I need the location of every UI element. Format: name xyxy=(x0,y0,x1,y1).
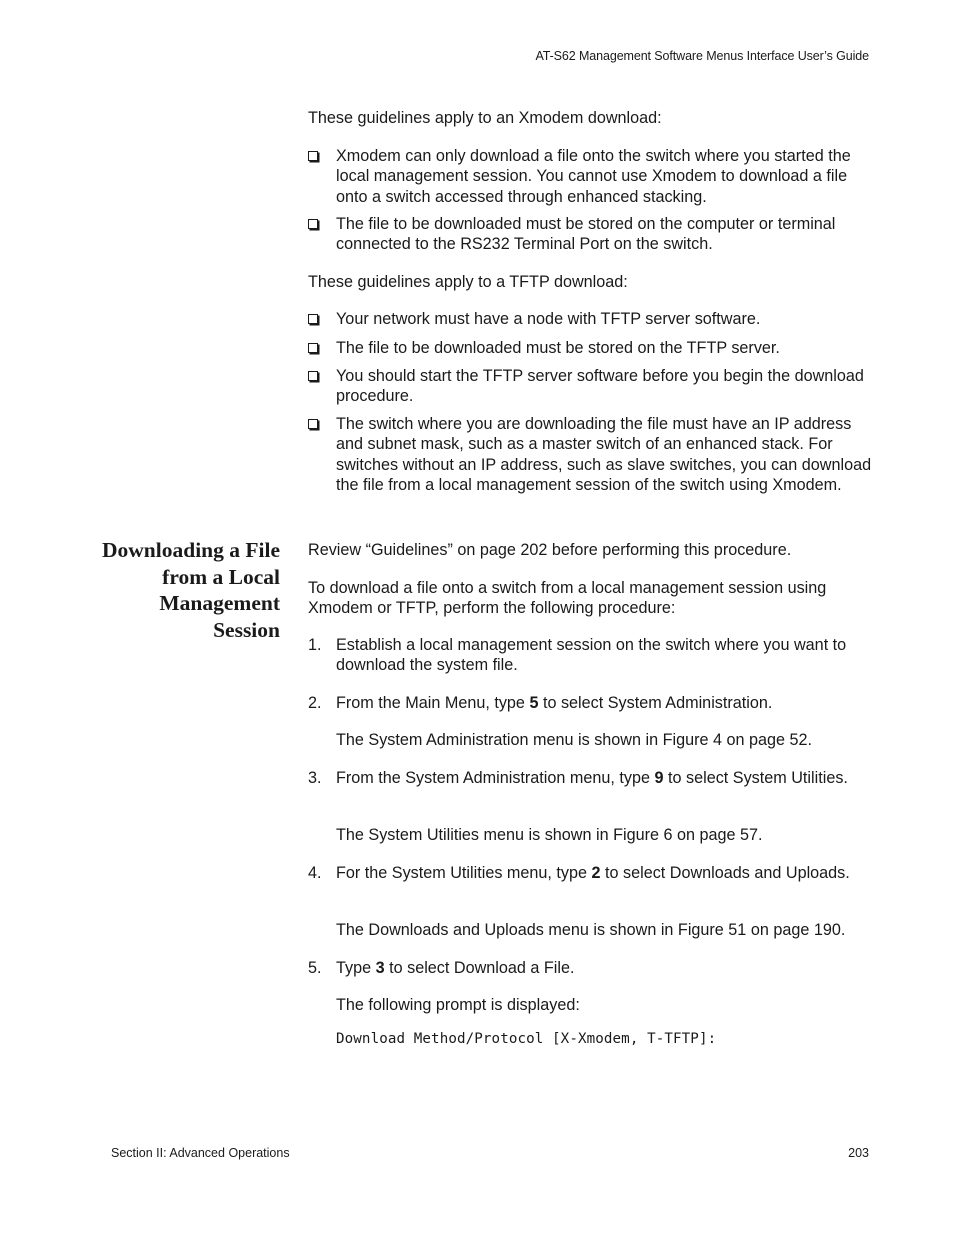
step-text: From the Main Menu, type 5 to select System Administration. xyxy=(336,694,773,712)
checkbox-bullet-icon xyxy=(308,343,318,353)
step-number: 4. xyxy=(308,864,322,882)
step-text: From the System Administration menu, type 9 to select System Utilities. xyxy=(336,769,848,787)
footer-section: Section II: Advanced Operations xyxy=(111,1146,290,1160)
step-note: The System Administration menu is shown in Figure 4 on page 52. xyxy=(336,731,812,749)
prompt-code: Download Method/Protocol [X-Xmodem, T-TFTP]: xyxy=(336,1031,717,1047)
menu-key: 5 xyxy=(529,694,539,712)
checkbox-bullet-icon xyxy=(308,371,318,381)
checkbox-bullet-icon xyxy=(308,419,318,429)
list-item-text: The file to be downloaded must be stored on the TFTP server. xyxy=(336,339,780,357)
step-number: 3. xyxy=(308,769,322,787)
checkbox-bullet-icon xyxy=(308,219,318,229)
step-number: 5. xyxy=(308,959,322,977)
step-text: For the System Utilities menu, type 2 to select Downloads and Uploads. xyxy=(336,864,850,882)
step-note: The Downloads and Uploads menu is shown in Figure 51 on page 190. xyxy=(336,921,846,939)
procedure-intro: To download a file onto a switch from a local management session using Xmodem or TFTP, perform the following procedure: xyxy=(308,579,827,618)
step-number: 2. xyxy=(308,694,322,712)
step-text: Establish a local management session on the switch where you want to download the system file. xyxy=(336,636,847,675)
checkbox-bullet-icon xyxy=(308,151,318,161)
tftp-intro: These guidelines apply to a TFTP download: xyxy=(308,273,628,291)
menu-key: 2 xyxy=(591,864,601,882)
section-heading: Downloading a File from a Local Management Session xyxy=(102,538,280,643)
list-item-text: You should start the TFTP server software before you begin the download procedure. xyxy=(336,367,864,406)
checkbox-bullet-icon xyxy=(308,314,318,324)
list-item-text: Your network must have a node with TFTP server software. xyxy=(336,310,761,328)
step-text: Type 3 to select Download a File. xyxy=(336,959,575,977)
step-note: The System Utilities menu is shown in Figure 6 on page 57. xyxy=(336,826,763,844)
list-item-text: The switch where you are downloading the file must have an IP address and subnet mask, such as a master switch of an enhanced stack. For switches without an IP address, such as slave switches, you can download the file from a local management session of the switch using Xmodem. xyxy=(336,415,872,494)
list-item-text: Xmodem can only download a file onto the switch where you started the local management session. You cannot use Xmodem to download a file onto a switch accessed through enhanced stacking. xyxy=(336,147,851,206)
list-item-text: The file to be downloaded must be stored on the computer or terminal connected to the RS232 Terminal Port on the switch. xyxy=(336,215,836,254)
step-number: 1. xyxy=(308,636,322,654)
running-header: AT-S62 Management Software Menus Interface User’s Guide xyxy=(535,49,869,63)
menu-key: 3 xyxy=(375,959,385,977)
step-note: The following prompt is displayed: xyxy=(336,996,580,1014)
review-note: Review “Guidelines” on page 202 before performing this procedure. xyxy=(308,541,792,559)
page-number: 203 xyxy=(848,1146,869,1160)
xmodem-intro: These guidelines apply to an Xmodem download: xyxy=(308,109,662,127)
menu-key: 9 xyxy=(654,769,664,787)
